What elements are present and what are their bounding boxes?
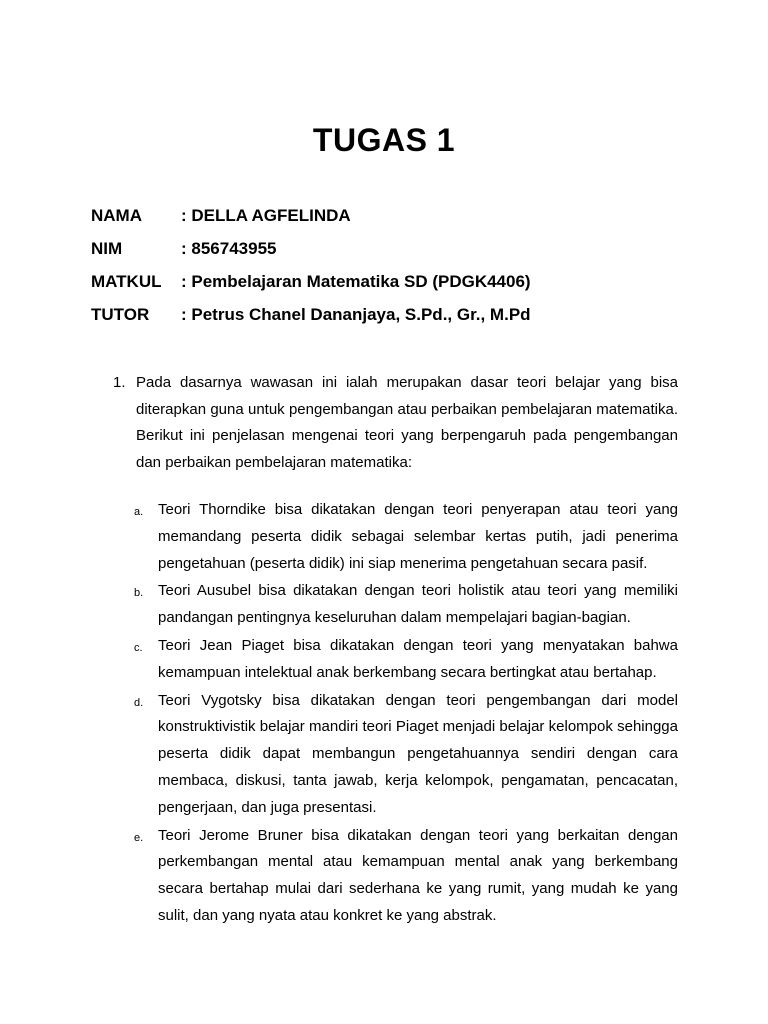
question-text: Pada dasarnya wawasan ini ialah merupakan dasar teori belajar yang bisa diterapkan guna untuk pengembangan atau perbaikan pembelajaran matematika. Berikut ini penjelasan mengenai teori yang berpengaruh pada pengembangan dan perbaikan pembelajaran matematika: [136,374,678,471]
list-item-text: Teori Jerome Bruner bisa dikatakan dengan teori yang berkaitan dengan perkembangan mental atau kemampuan mental anak yang berkembang secara bertahap mulai dari sederhana ke yang rumit, yang mudah ke yang sulit, dan yang nyata atau konkret ke yang abstrak. [158,826,678,924]
list-item-letter: a. [134,506,144,518]
list-item [134,578,678,632]
identity-label: MATKUL [91,272,162,291]
identity-value: : 856743955 [181,239,277,258]
list-item-text: Teori Vygotsky bisa dikatakan dengan teori pengembangan dari model konstruktivistik belajar mandiri teori Piaget menjadi belajar kelompok sehingga peserta didik dapat membangun pengetahuannya sendiri dengan cara membaca, diskusi, tanta jawab, kerja kelompok, pengamatan, pencacatan, pengerjaan, dan juga presentasi. [158,691,678,816]
list-item-letter: d. [134,696,144,709]
question-number: 1. [113,374,126,391]
identity-value: : DELLA AGFELINDA [181,206,351,225]
list-item [134,823,678,930]
question-1 [113,370,678,476]
identity-label: NIM [91,239,123,258]
list-item-letter: c. [134,641,143,654]
list-item [134,688,678,822]
identity-value: : Petrus Chanel Dananjaya, S.Pd., Gr., M.Pd [181,305,531,324]
identity-label: NAMA [91,206,142,225]
list-item [134,633,678,687]
identity-label: TUTOR [91,305,150,324]
list-item [134,497,678,577]
list-item-text: Teori Thorndike bisa dikatakan dengan teori penyerapan atau teori yang memandang peserta didik sebagai selembar kertas putih, jadi penerima pengetahuan (peserta didik) ini siap menerima pengetahuan secara pasif. [158,501,678,572]
list-item-text: Teori Ausubel bisa dikatakan dengan teori holistik atau teori yang memiliki pandangan pentingnya keseluruhan dalam mempelajari bagian-bagian. [158,582,678,627]
theory-list [134,497,678,931]
list-item-letter: b. [134,587,144,600]
list-item-text: Teori Jean Piaget bisa dikatakan dengan teori yang menyatakan bahwa kemampuan intelektual anak berkembang secara bertingkat atau bertahap. [158,636,678,681]
list-item-letter: e. [134,831,144,844]
identity-value: : Pembelajaran Matematika SD (PDGK4406) [181,272,531,291]
document-title: TUGAS 1 [312,122,456,158]
